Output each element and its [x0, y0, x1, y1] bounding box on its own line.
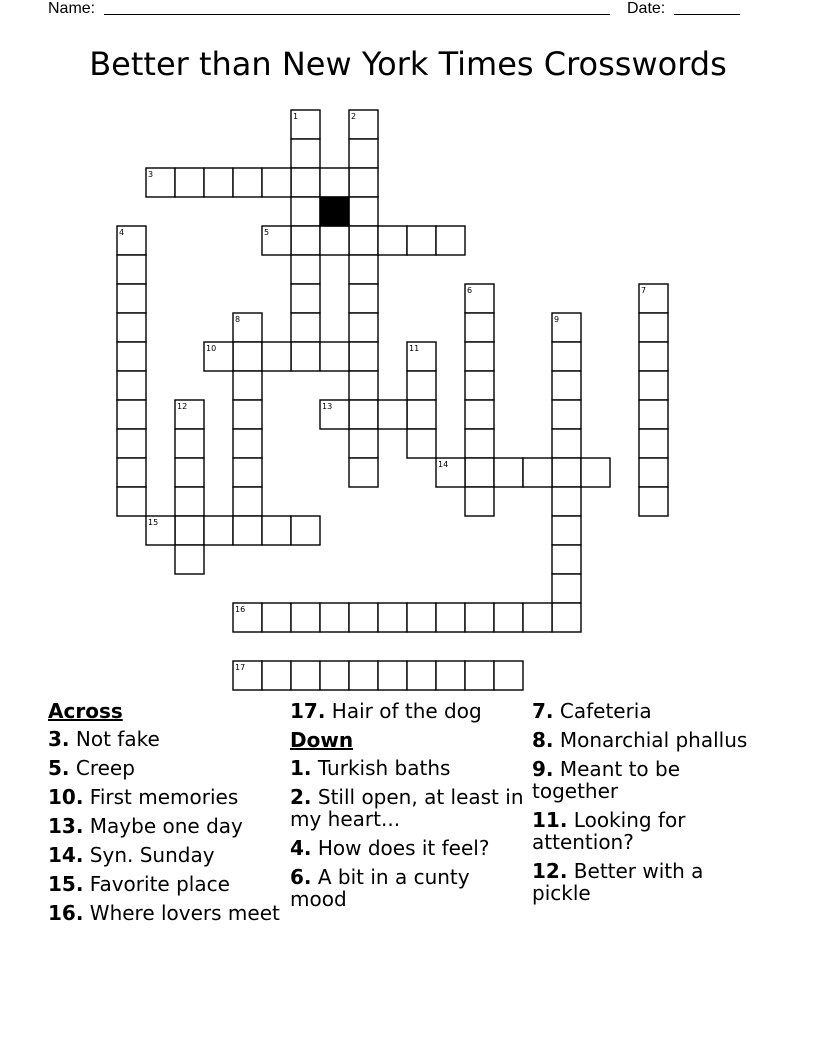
grid-cell[interactable] [262, 226, 291, 255]
grid-cell[interactable] [465, 313, 494, 342]
cell-number: 7 [641, 286, 647, 295]
grid-cell[interactable] [320, 168, 349, 197]
grid-cell[interactable] [465, 400, 494, 429]
worksheet-header [48, 0, 768, 20]
cell-number: 12 [177, 402, 188, 411]
cell-number: 1 [293, 112, 299, 121]
grid-cell[interactable] [407, 603, 436, 632]
grid-cell[interactable] [349, 661, 378, 690]
grid-cell[interactable] [146, 168, 175, 197]
grid-cell[interactable] [349, 284, 378, 313]
grid-cell[interactable] [465, 661, 494, 690]
grid-cell[interactable] [349, 400, 378, 429]
clues-column-3 [532, 700, 768, 911]
grid-cell[interactable] [233, 516, 262, 545]
clue-number: 14. [48, 843, 84, 867]
grid-cell[interactable] [349, 197, 378, 226]
clue-down-12 [532, 860, 768, 904]
grid-cell[interactable] [552, 516, 581, 545]
clue-number: 11. [532, 808, 568, 832]
grid-cell[interactable] [320, 226, 349, 255]
clue-number: 2. [290, 785, 312, 809]
cell-number: 5 [264, 228, 270, 237]
clue-text: How does it feel? [317, 836, 490, 860]
grid-cell[interactable] [349, 313, 378, 342]
blocked-cell [320, 197, 349, 226]
grid-cell[interactable] [349, 342, 378, 371]
grid-cell[interactable] [552, 574, 581, 603]
grid-cell[interactable] [175, 487, 204, 516]
clue-text: Maybe one day [89, 814, 243, 838]
grid-cell[interactable] [378, 226, 407, 255]
grid-cell[interactable] [436, 226, 465, 255]
grid-cell[interactable] [233, 603, 262, 632]
grid-cell[interactable] [436, 458, 465, 487]
cell-number: 16 [235, 605, 246, 614]
grid-cell[interactable] [262, 661, 291, 690]
grid-cell[interactable] [146, 516, 175, 545]
clue-down-7 [532, 700, 768, 722]
grid-cell[interactable] [349, 255, 378, 284]
grid-cell[interactable] [175, 429, 204, 458]
grid-cell[interactable] [639, 429, 668, 458]
cell-number: 4 [119, 228, 125, 237]
grid-cell[interactable] [349, 458, 378, 487]
grid-cell[interactable] [117, 255, 146, 284]
grid-cell[interactable] [291, 226, 320, 255]
grid-cell[interactable] [349, 110, 378, 139]
grid-cell[interactable] [378, 400, 407, 429]
clue-number: 6. [290, 865, 312, 889]
clue-number: 16. [48, 901, 84, 925]
grid-cell[interactable] [320, 661, 349, 690]
clue-text: Syn. Sunday [89, 843, 215, 867]
grid-cell[interactable] [233, 458, 262, 487]
clue-across-17 [290, 700, 526, 722]
clues-column-1 [48, 700, 284, 931]
grid-cell[interactable] [349, 603, 378, 632]
grid-cell[interactable] [407, 226, 436, 255]
grid-cell[interactable] [204, 342, 233, 371]
clue-text: Not fake [75, 727, 160, 751]
clue-text: Looking for attention? [532, 808, 686, 854]
clue-down-1 [290, 757, 526, 779]
clue-across-14 [48, 844, 284, 866]
grid-cell[interactable] [407, 371, 436, 400]
clue-down-6 [290, 866, 526, 910]
clue-number: 5. [48, 756, 70, 780]
clue-across-5 [48, 757, 284, 779]
grid-cell[interactable] [291, 168, 320, 197]
clue-down-2 [290, 786, 526, 830]
grid-cell[interactable] [233, 168, 262, 197]
clue-number: 4. [290, 836, 312, 860]
clue-across-10 [48, 786, 284, 808]
clue-number: 15. [48, 872, 84, 896]
grid-cell[interactable] [407, 342, 436, 371]
down-heading: Down [290, 728, 354, 752]
grid-cell[interactable] [291, 197, 320, 226]
grid-cell[interactable] [291, 110, 320, 139]
grid-cell[interactable] [552, 371, 581, 400]
grid-cell[interactable] [175, 458, 204, 487]
grid-cell[interactable] [349, 168, 378, 197]
grid-cell[interactable] [552, 342, 581, 371]
clue-text: Turkish baths [317, 756, 451, 780]
clue-number: 3. [48, 727, 70, 751]
page-title: Better than New York Times Crosswords [89, 45, 727, 83]
grid-cell[interactable] [378, 661, 407, 690]
grid-cell[interactable] [639, 487, 668, 516]
grid-cell[interactable] [291, 661, 320, 690]
grid-cell[interactable] [320, 400, 349, 429]
grid-cell[interactable] [407, 661, 436, 690]
grid-cell[interactable] [262, 168, 291, 197]
grid-cell[interactable] [407, 400, 436, 429]
grid-cell[interactable] [291, 313, 320, 342]
clue-across-3 [48, 728, 284, 750]
grid-cell[interactable] [233, 313, 262, 342]
clue-text: Where lovers meet [89, 901, 280, 925]
grid-cell[interactable] [262, 516, 291, 545]
grid-cell[interactable] [175, 516, 204, 545]
grid-cell[interactable] [552, 487, 581, 516]
grid-cell[interactable] [117, 284, 146, 313]
grid-cell[interactable] [117, 342, 146, 371]
grid-cell[interactable] [291, 284, 320, 313]
cell-number: 11 [409, 344, 420, 353]
grid-cell[interactable] [117, 429, 146, 458]
clue-across-13 [48, 815, 284, 837]
grid-cell[interactable] [175, 545, 204, 574]
grid-cell[interactable] [494, 603, 523, 632]
grid-cell[interactable] [465, 487, 494, 516]
clue-number: 17. [290, 699, 326, 723]
grid-cell[interactable] [349, 226, 378, 255]
grid-cell[interactable] [639, 284, 668, 313]
grid-cell[interactable] [320, 603, 349, 632]
grid-cell[interactable] [117, 487, 146, 516]
grid-cell[interactable] [117, 371, 146, 400]
grid-cell[interactable] [639, 400, 668, 429]
grid-cell[interactable] [552, 400, 581, 429]
grid-cell[interactable] [407, 429, 436, 458]
grid-cell[interactable] [291, 603, 320, 632]
clue-text: Still open, at least in my heart... [290, 785, 524, 831]
clue-across-16 [48, 902, 284, 924]
date-field[interactable] [674, 14, 740, 15]
date-label: Date: [627, 0, 666, 17]
grid-cell[interactable] [117, 458, 146, 487]
grid-cell[interactable] [291, 255, 320, 284]
grid-cell[interactable] [465, 371, 494, 400]
clue-down-8 [532, 729, 768, 751]
grid-cell[interactable] [465, 342, 494, 371]
clue-number: 8. [532, 728, 554, 752]
clue-text: Better with a pickle [532, 859, 704, 905]
grid-cell[interactable] [523, 603, 552, 632]
clue-text: Cafeteria [559, 699, 652, 723]
grid-cell[interactable] [262, 603, 291, 632]
across-heading: Across [48, 699, 123, 723]
grid-cell[interactable] [175, 400, 204, 429]
grid-cell[interactable] [291, 139, 320, 168]
clue-text: Meant to be together [532, 757, 681, 803]
grid-cell[interactable] [117, 226, 146, 255]
grid-cell[interactable] [320, 342, 349, 371]
clue-down-4 [290, 837, 526, 859]
clue-number: 9. [532, 757, 554, 781]
grid-cell[interactable] [465, 603, 494, 632]
grid-cell[interactable] [291, 342, 320, 371]
grid-cell[interactable] [465, 284, 494, 313]
cell-number: 13 [322, 402, 333, 411]
grid-cell[interactable] [523, 458, 552, 487]
grid-cell[interactable] [581, 458, 610, 487]
clue-text: Favorite place [89, 872, 230, 896]
grid-cell[interactable] [552, 545, 581, 574]
grid-cell[interactable] [349, 139, 378, 168]
grid-cell[interactable] [233, 342, 262, 371]
grid-cell[interactable] [465, 458, 494, 487]
grid-cell[interactable] [639, 313, 668, 342]
grid-cell[interactable] [465, 429, 494, 458]
name-field[interactable] [104, 14, 610, 15]
grid-cell[interactable] [233, 487, 262, 516]
grid-cell[interactable] [204, 168, 233, 197]
grid-cell[interactable] [378, 603, 407, 632]
grid-cell[interactable] [552, 313, 581, 342]
grid-cell[interactable] [639, 371, 668, 400]
grid-cell[interactable] [552, 458, 581, 487]
grid-cell[interactable] [233, 400, 262, 429]
clue-across-15 [48, 873, 284, 895]
grid-cell[interactable] [233, 371, 262, 400]
grid-cell[interactable] [233, 429, 262, 458]
grid-cell[interactable] [436, 661, 465, 690]
grid-cell[interactable] [349, 371, 378, 400]
clue-text: Hair of the dog [331, 699, 482, 723]
clue-number: 13. [48, 814, 84, 838]
clue-number: 7. [532, 699, 554, 723]
clues-column-2 [290, 700, 526, 917]
cell-number: 8 [235, 315, 241, 324]
grid-cell[interactable] [552, 603, 581, 632]
name-label: Name: [48, 0, 96, 17]
grid-cell[interactable] [233, 661, 262, 690]
grid-cell[interactable] [639, 458, 668, 487]
grid-cell[interactable] [639, 342, 668, 371]
grid-cell[interactable] [552, 429, 581, 458]
cell-number: 6 [467, 286, 473, 295]
grid-cell[interactable] [175, 168, 204, 197]
clue-number: 12. [532, 859, 568, 883]
grid-cell[interactable] [291, 516, 320, 545]
clue-text: First memories [89, 785, 239, 809]
grid-cell[interactable] [349, 429, 378, 458]
clue-down-11 [532, 809, 768, 853]
cell-number: 3 [148, 170, 154, 179]
cell-number: 17 [235, 663, 246, 672]
grid-cell[interactable] [117, 313, 146, 342]
clue-text: Creep [75, 756, 135, 780]
cell-number: 9 [554, 315, 560, 324]
grid-cell[interactable] [117, 400, 146, 429]
grid-cell[interactable] [204, 516, 233, 545]
clue-number: 10. [48, 785, 84, 809]
clue-text: Monarchial phallus [559, 728, 748, 752]
cell-number: 15 [148, 518, 159, 527]
clue-down-9 [532, 758, 768, 802]
grid-cell[interactable] [494, 661, 523, 690]
cell-number: 14 [438, 460, 449, 469]
grid-cell[interactable] [262, 342, 291, 371]
grid-cell[interactable] [436, 603, 465, 632]
cell-number: 10 [206, 344, 217, 353]
clue-number: 1. [290, 756, 312, 780]
clue-text: A bit in a cunty mood [290, 865, 470, 911]
grid-cell[interactable] [494, 458, 523, 487]
cell-number: 2 [351, 112, 357, 121]
